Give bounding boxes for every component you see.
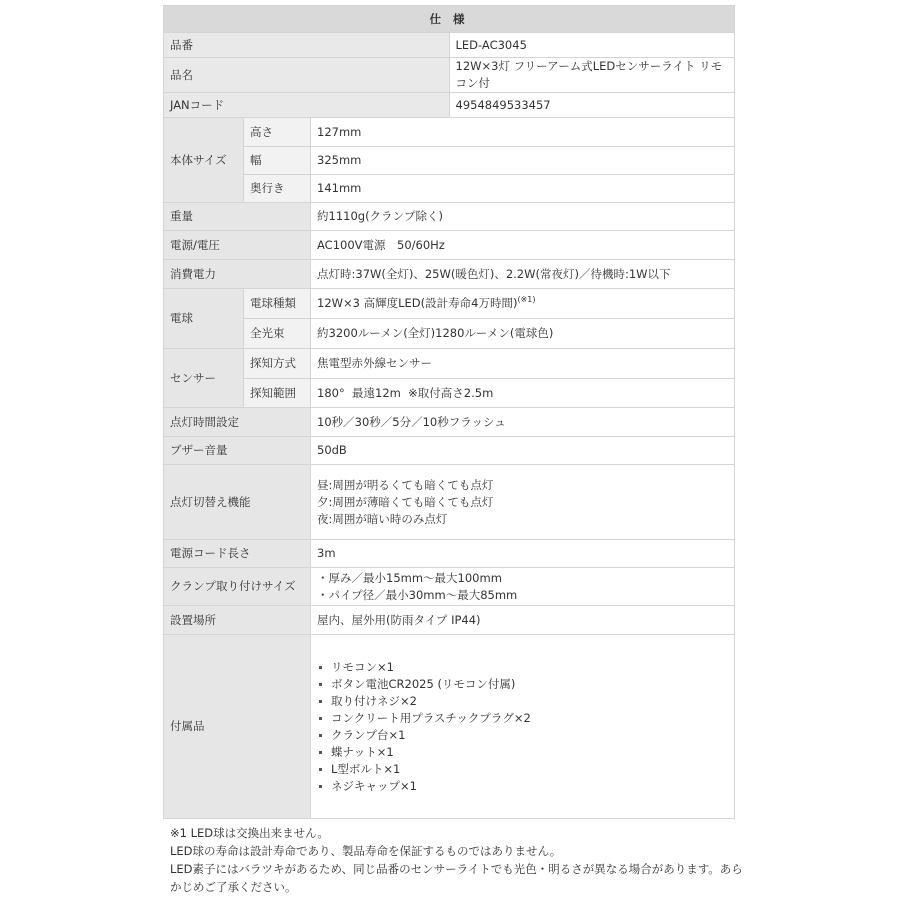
weight-label: 重量 xyxy=(164,203,311,231)
bulb-label: 電球 xyxy=(164,289,244,349)
table-row xyxy=(164,33,735,58)
sub-label: 電球種類 xyxy=(244,289,311,319)
row-value: 325mm xyxy=(311,147,735,175)
sub-label: 探知範囲 xyxy=(244,379,311,408)
row-label: 品番 xyxy=(164,33,450,58)
size-label: 本体サイズ xyxy=(164,118,244,203)
power-label: 電源/電圧 xyxy=(164,231,311,260)
row-value xyxy=(311,289,735,319)
row-value: 10秒／30秒／5分／10秒フラッシュ xyxy=(311,408,735,437)
list-item: 取り付けネジ×2 xyxy=(331,693,728,710)
table-row xyxy=(164,93,735,118)
list-item: クランプ台×1 xyxy=(331,727,728,744)
row-value: 50dB xyxy=(311,437,735,465)
mode-line: 夕:周囲が薄暗くても暗くても点灯 xyxy=(317,494,494,509)
row-value: 3m xyxy=(311,540,735,568)
row-value: 約1110g(クランプ除く) xyxy=(311,203,735,231)
footnote: LED素子にはバラツキがあるため、同じ品番のセンサーライトでも光色・明るさが異なる場合があります。あらかじめご了承ください。 xyxy=(170,862,743,894)
list-item: 蝶ナット×1 xyxy=(331,744,728,761)
list-item: L型ボルト×1 xyxy=(331,761,728,778)
row-value: 点灯時:37W(全灯)、25W(暖色灯)、2.2W(常夜灯)／待機時:1W以下 xyxy=(311,260,735,289)
row-value: 屋内、屋外用(防雨タイプ IP44) xyxy=(311,606,735,635)
sensor-label: センサー xyxy=(164,349,244,408)
buzzer-label: ブザー音量 xyxy=(164,437,311,465)
basic-spec-table xyxy=(163,5,735,118)
cord-label: 電源コード長さ xyxy=(164,540,311,568)
location-label: 設置場所 xyxy=(164,606,311,635)
footnotes xyxy=(170,824,750,896)
sub-label: 高さ xyxy=(244,118,311,147)
timer-label: 点灯時間設定 xyxy=(164,408,311,437)
row-value: 12W×3灯 フリーアーム式LEDセンサーライト リモコン付 xyxy=(449,58,735,93)
table-row xyxy=(164,58,735,93)
accessories-list xyxy=(317,659,728,795)
row-value xyxy=(311,635,735,819)
list-item: ネジキャップ×1 xyxy=(331,778,728,795)
footnote: ※1 LED球は交換出来ません。 xyxy=(170,826,329,840)
clamp-line: ・厚み／最小15mm～最大100mm xyxy=(317,570,502,585)
sub-label: 探知方式 xyxy=(244,349,311,379)
spec-title: 仕 様 xyxy=(164,6,735,33)
row-value: AC100V電源 50/60Hz xyxy=(311,231,735,260)
mode-line: 夜:周囲が暗い時のみ点灯 xyxy=(317,511,448,526)
clamp-line: ・パイプ径／最小30mm～最大85mm xyxy=(317,587,518,602)
sub-label: 奥行き xyxy=(244,175,311,203)
mode-line: 昼:周囲が明るくても暗くても点灯 xyxy=(317,477,494,492)
list-item: ボタン電池CR2025 (リモコン付属) xyxy=(331,676,728,693)
row-value: LED-AC3045 xyxy=(449,33,735,58)
list-item: リモコン×1 xyxy=(331,659,728,676)
row-value: 127mm xyxy=(311,118,735,147)
row-value: 4954849533457 xyxy=(449,93,735,118)
accessories-label: 付属品 xyxy=(164,635,311,819)
row-label: 品名 xyxy=(164,58,450,93)
sub-label: 幅 xyxy=(244,147,311,175)
list-item: コンクリート用プラスチックプラグ×2 xyxy=(331,710,728,727)
row-label: JANコード xyxy=(164,93,450,118)
mode-label: 点灯切替え機能 xyxy=(164,465,311,540)
clamp-label: クランプ取り付けサイズ xyxy=(164,568,311,606)
bulb-type-value: 12W×3 高輝度LED(設計寿命4万時間) xyxy=(317,296,518,310)
detail-spec-table xyxy=(163,117,735,819)
consumption-label: 消費電力 xyxy=(164,260,311,289)
footnote: LED球の寿命は設計寿命であり、製品寿命を保証するものではありません。 xyxy=(170,844,562,858)
row-value: 焦電型赤外線センサー xyxy=(311,349,735,379)
row-value xyxy=(311,465,735,540)
row-value: 141mm xyxy=(311,175,735,203)
row-value xyxy=(311,568,735,606)
footnote-ref: (※1) xyxy=(517,295,536,304)
row-value: 180° 最遠12m ※取付高さ2.5m xyxy=(311,379,735,408)
row-value: 約3200ルーメン(全灯)1280ルーメン(電球色) xyxy=(311,319,735,349)
sub-label: 全光束 xyxy=(244,319,311,349)
